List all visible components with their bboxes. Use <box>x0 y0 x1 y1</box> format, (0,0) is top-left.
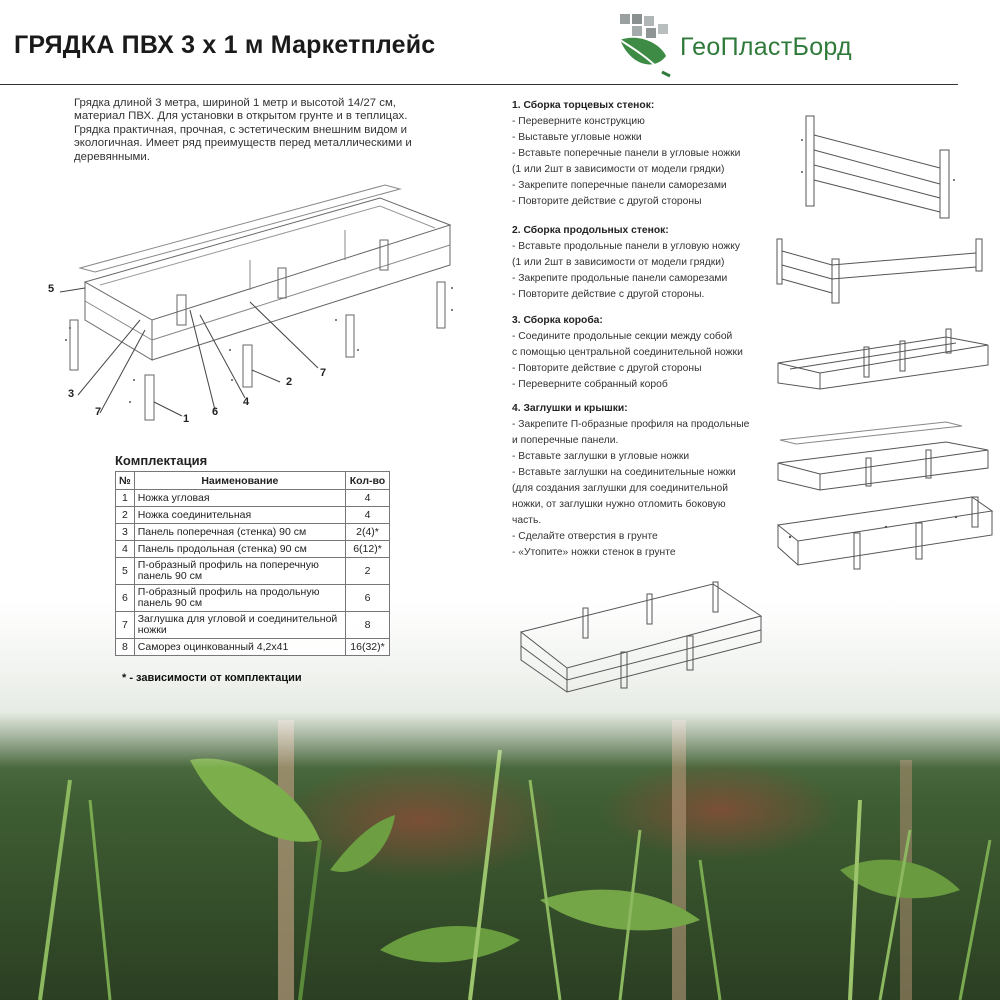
table-row <box>116 524 390 541</box>
row-number: 7 <box>116 612 135 639</box>
header-divider <box>0 84 958 85</box>
row-qty: 6(12)* <box>346 541 390 558</box>
step-line: - Переверните конструкцию <box>512 116 645 127</box>
step-3-box <box>512 313 772 393</box>
leaf-logo-icon <box>614 10 674 78</box>
row-name: Ножка угловая <box>134 490 345 507</box>
step-line: - Вставьте заглушки в угловые ножки <box>512 451 690 462</box>
row-qty: 2 <box>346 558 390 585</box>
row-number: 4 <box>116 541 135 558</box>
product-description: Грядка длиной 3 метра, шириной 1 метр и высотой 14/27 см, материал ПВХ. Для установки в открытом грунте и в теплицах. Грядка практичная, прочная, с эстетическим внешним видом и экологичная. Имеет ряд преимуществ перед металлическими и деревянными. <box>74 97 412 163</box>
brand-name: ГеоПластБорд <box>680 33 852 61</box>
callout-4: 4 <box>243 396 250 408</box>
callout-7-left: 7 <box>95 406 102 418</box>
step-2-side-walls <box>512 223 772 303</box>
step-line: (для создания заглушки для соединительной <box>512 483 729 494</box>
row-qty: 4 <box>346 490 390 507</box>
step-line: - Повторите действие с другой стороны. <box>512 289 705 300</box>
row-name: Ножка соединительная <box>134 507 345 524</box>
row-name: П-образный профиль на продольную панель 90 см <box>134 585 345 612</box>
row-qty: 2(4)* <box>346 524 390 541</box>
row-name: Панель поперечная (стенка) 90 см <box>134 524 345 541</box>
step-4-figure-bottom <box>776 495 996 575</box>
step-line: - Вставьте заглушки на соединительные ножки <box>512 467 736 478</box>
step-4-figure-top <box>776 418 991 493</box>
step-3-figure <box>776 325 991 390</box>
exploded-assembly-diagram <box>40 170 480 440</box>
step-line: часть. <box>512 515 542 526</box>
step-heading: 3. Сборка короба: <box>512 315 603 326</box>
step-1-end-walls <box>512 98 772 210</box>
step-heading: 4. Заглушки и крышки: <box>512 403 628 414</box>
row-qty: 16(32)* <box>346 639 390 656</box>
step-line: - Закрепите поперечные панели саморезами <box>512 180 727 191</box>
step-line: с помощью центральной соединительной ножки <box>512 347 743 358</box>
row-name: Панель продольная (стенка) 90 см <box>134 541 345 558</box>
row-number: 2 <box>116 507 135 524</box>
step-line: - Закрепите продольные панели саморезами <box>512 273 728 284</box>
row-qty: 8 <box>346 612 390 639</box>
page-title: ГРЯДКА ПВХ 3 х 1 м Маркетплейс <box>14 31 436 59</box>
step-2-figure <box>776 233 986 308</box>
step-line: ножки, от заглушки нужно отломить боковую <box>512 499 726 510</box>
row-name: Заглушка для угловой и соединительной ножки <box>134 612 345 639</box>
step-4-caps <box>512 401 772 561</box>
table-row <box>116 585 390 612</box>
col-qty: Кол-во <box>346 472 390 490</box>
table-row <box>116 612 390 639</box>
kit-footnote: * - зависимости от комплектации <box>122 672 302 684</box>
brand-logo <box>614 10 874 80</box>
step-heading: 2. Сборка продольных стенок: <box>512 225 669 236</box>
callout-2: 2 <box>286 376 293 388</box>
row-number: 3 <box>116 524 135 541</box>
table-row <box>116 558 390 585</box>
step-line: - Закрепите П-образные профиля на продольные <box>512 419 750 430</box>
kit-title: Комплектация <box>115 453 208 468</box>
step-line: - «Утопите» ножки стенок в грунте <box>512 547 676 558</box>
step-line: - Переверните собранный короб <box>512 379 668 390</box>
table-row <box>116 639 390 656</box>
step-line: - Выставьте угловые ножки <box>512 132 642 143</box>
row-name: Саморез оцинкованный 4,2х41 <box>134 639 345 656</box>
step-line: - Повторите действие с другой стороны <box>512 363 702 374</box>
table-header-row <box>116 472 390 490</box>
step-line: - Вставьте продольные панели в угловую ножку <box>512 241 740 252</box>
row-number: 6 <box>116 585 135 612</box>
step-line: (1 или 2шт в зависимости от модели грядки) <box>512 257 725 268</box>
row-number: 5 <box>116 558 135 585</box>
garden-photo-background <box>0 600 1000 1000</box>
row-qty: 4 <box>346 507 390 524</box>
table-row <box>116 507 390 524</box>
step-1-figure <box>790 110 960 220</box>
row-name: П-образный профиль на поперечную панель 90 см <box>134 558 345 585</box>
callout-6: 6 <box>212 406 219 418</box>
col-number: № <box>116 472 135 490</box>
table-row <box>116 541 390 558</box>
callout-1: 1 <box>183 413 190 425</box>
row-qty: 6 <box>346 585 390 612</box>
final-assembly-figure <box>517 580 767 695</box>
callout-3: 3 <box>68 388 75 400</box>
col-name: Наименование <box>134 472 345 490</box>
step-line: - Вставьте поперечные панели в угловые ножки <box>512 148 741 159</box>
step-line: - Повторите действие с другой стороны <box>512 196 702 207</box>
kit-table <box>115 471 390 656</box>
row-number: 1 <box>116 490 135 507</box>
step-line: - Соедините продольные секции между собой <box>512 331 733 342</box>
step-line: и поперечные панели. <box>512 435 619 446</box>
step-heading: 1. Сборка торцевых стенок: <box>512 100 655 111</box>
step-line: (1 или 2шт в зависимости от модели грядки) <box>512 164 725 175</box>
callout-7-right: 7 <box>320 367 327 379</box>
step-line: - Сделайте отверстия в грунте <box>512 531 658 542</box>
callout-5: 5 <box>48 283 55 295</box>
row-number: 8 <box>116 639 135 656</box>
table-row <box>116 490 390 507</box>
